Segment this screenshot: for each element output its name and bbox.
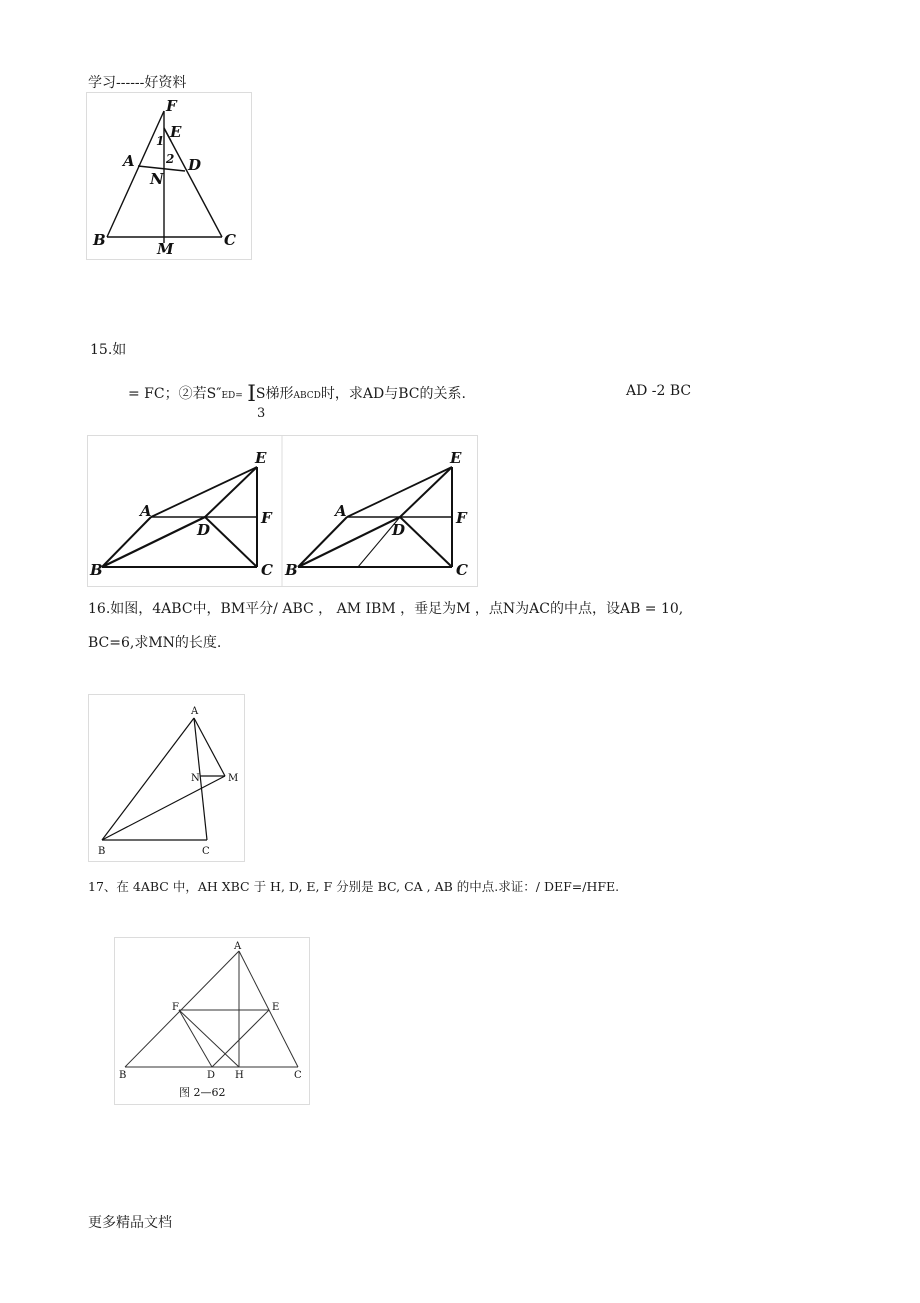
fig15-right-label-f: F (456, 509, 467, 527)
q15-big-i: I (247, 382, 256, 407)
figure-triangle-mn (88, 694, 245, 862)
q15-part-b: S梯形 (255, 386, 294, 402)
fig17-caption: 图 2—62 (179, 1086, 226, 1099)
fig17-label-h: H (235, 1070, 244, 1081)
page-header: 学习------好资料 (88, 75, 187, 91)
fig15-right-label-d: D (392, 521, 406, 539)
label-n: N (150, 170, 164, 188)
fig17-label-b: B (119, 1070, 127, 1081)
fig16-label-a: A (191, 706, 199, 717)
figure-trapezoid-pair (87, 435, 478, 587)
figure-triangle-fe-svg (87, 93, 251, 259)
q15-sub-abcd: ABCD (293, 391, 321, 401)
fig15-left-label-c: C (261, 561, 273, 579)
fig15-right-label-a: A (335, 502, 347, 520)
fig17-label-d: D (207, 1070, 216, 1081)
fig15-right-label-e: E (450, 449, 462, 467)
fig17-label-c: C (294, 1070, 302, 1081)
label-c: C (224, 231, 236, 249)
fig15-left-label-b: B (90, 561, 103, 579)
fig16-label-m: M (228, 773, 239, 784)
label-e: E (170, 123, 182, 141)
fig15-left-label-d: D (197, 521, 211, 539)
fig15-right-label-b: B (285, 561, 298, 579)
q16-line1: 16.如图，4ABC中，BM平分/ ABC ， AM IBM ，垂足为M ，点N为AC的中点，设AB = 10, (88, 601, 684, 617)
fig15-right-label-c: C (456, 561, 468, 579)
q15-text (128, 382, 466, 407)
figure-triangle-mn-svg (89, 695, 244, 861)
figure-trapezoid-pair-svg (88, 436, 477, 586)
label-m: M (157, 240, 174, 258)
label-angle-1: 1 (156, 134, 165, 148)
q15-number: 15.如 (90, 342, 127, 358)
q15-sub-ed: ED= (221, 391, 243, 401)
label-a: A (123, 152, 135, 170)
fig15-left-label-a: A (140, 502, 152, 520)
q15-part-a: = FC；②若S″ (128, 386, 222, 402)
figure-midpoints-svg (115, 938, 309, 1104)
fig15-left-label-e: E (255, 449, 267, 467)
fig17-label-e: E (272, 1002, 280, 1013)
figure-triangle-fe (86, 92, 252, 260)
fig17-label-a: A (234, 941, 242, 952)
fig15-left-label-f: F (261, 509, 272, 527)
fig16-label-n: N (191, 773, 200, 784)
q15-right-text: AD -2 BC (626, 383, 692, 399)
q16-line2: BC=6,求MN的长度. (88, 635, 222, 651)
label-d: D (188, 156, 202, 174)
q17-line1: 17、在 4ABC 中，AH XBC 于 H, D, E, F 分别是 BC, CA , AB 的中点.求证：/ DEF=/HFE. (88, 879, 620, 894)
label-f: F (166, 97, 177, 115)
q15-below-3: 3 (257, 406, 266, 421)
figure-midpoints (114, 937, 310, 1105)
q15-part-c: 时，求AD与BC的关系. (320, 386, 466, 402)
fig16-label-b: B (98, 846, 106, 857)
page-footer: 更多精品文档 (88, 1215, 172, 1231)
fig16-label-c: C (202, 846, 210, 857)
label-b: B (93, 231, 106, 249)
label-angle-2: 2 (166, 152, 175, 166)
fig17-label-f: F (172, 1002, 179, 1013)
